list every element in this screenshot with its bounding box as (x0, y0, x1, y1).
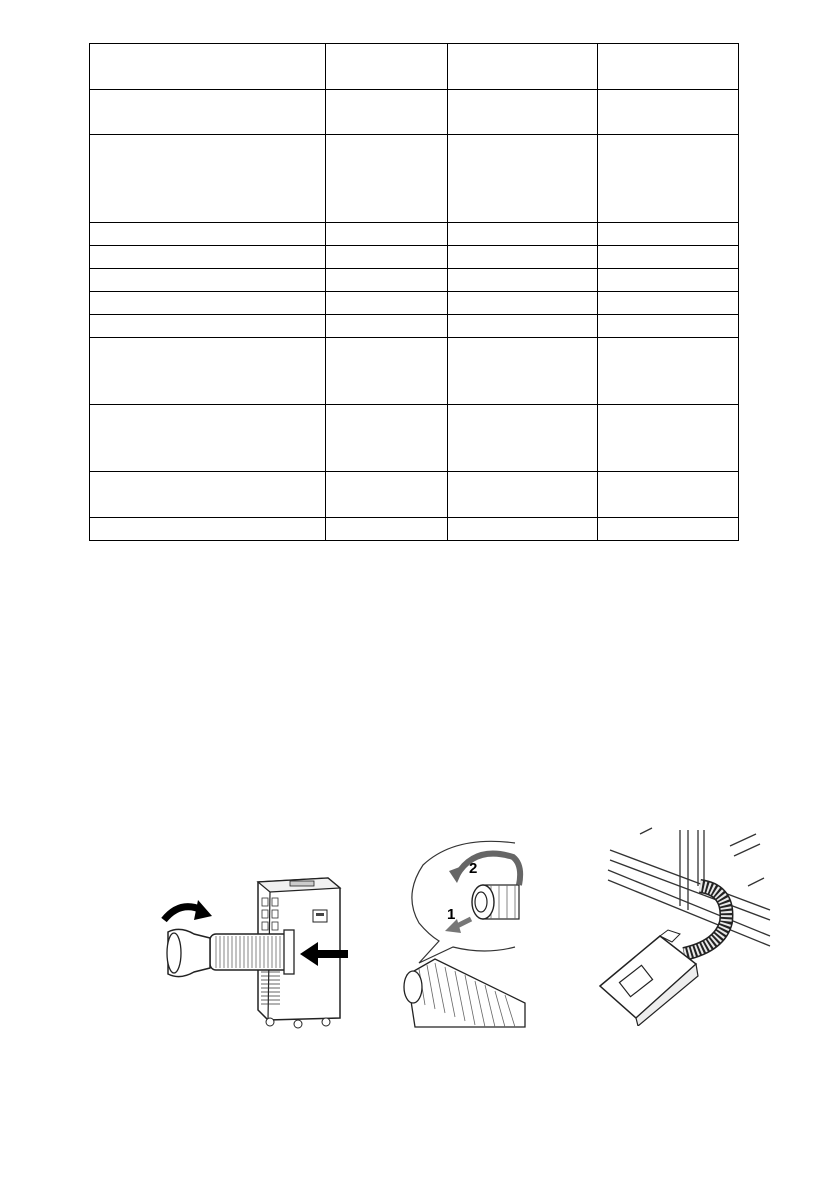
spec-table (89, 43, 739, 541)
table-cell (326, 405, 448, 472)
table-cell (448, 223, 598, 246)
table-row (90, 338, 739, 405)
table-cell (598, 90, 739, 135)
table-cell (90, 269, 326, 292)
table-cell (90, 223, 326, 246)
air-conditioner-unit (600, 930, 698, 1026)
table-cell (90, 518, 326, 541)
table-row (90, 518, 739, 541)
table-cell (598, 292, 739, 315)
spec-table-body (90, 44, 739, 541)
table-row (90, 269, 739, 292)
table-cell (448, 269, 598, 292)
table-cell (598, 44, 739, 90)
figure-attach-hose (150, 868, 360, 1033)
table-row (90, 246, 739, 269)
table-row (90, 472, 739, 518)
table-cell (448, 292, 598, 315)
table-cell (598, 315, 739, 338)
table-cell (598, 338, 739, 405)
table-cell (90, 405, 326, 472)
table-cell (448, 44, 598, 90)
step-number-1: 1 (447, 906, 456, 923)
table-cell (598, 135, 739, 223)
table-cell (598, 269, 739, 292)
table-cell (326, 90, 448, 135)
table-cell (448, 472, 598, 518)
table-row (90, 315, 739, 338)
table-row (90, 405, 739, 472)
table-cell (448, 405, 598, 472)
table-cell (90, 90, 326, 135)
table-cell (448, 315, 598, 338)
table-cell (598, 223, 739, 246)
table-cell (448, 90, 598, 135)
table-cell (326, 223, 448, 246)
table-cell (598, 518, 739, 541)
hose-coupling (472, 885, 519, 919)
table-cell (90, 472, 326, 518)
window-adapter (167, 929, 210, 976)
figure-window-install (580, 826, 780, 1026)
table-cell (90, 135, 326, 223)
table-cell (326, 518, 448, 541)
figure-hose-end (395, 835, 530, 1030)
table-cell (90, 338, 326, 405)
table-cell (598, 246, 739, 269)
table-cell (90, 292, 326, 315)
table-cell (326, 246, 448, 269)
table-cell (90, 44, 326, 90)
table-cell (598, 472, 739, 518)
table-cell (326, 472, 448, 518)
table-row (90, 292, 739, 315)
table-row (90, 135, 739, 223)
table-cell (448, 246, 598, 269)
table-row (90, 44, 739, 90)
step-number-2: 2 (469, 860, 478, 877)
table-cell (448, 518, 598, 541)
table-cell (448, 135, 598, 223)
table-cell (326, 269, 448, 292)
table-row (90, 223, 739, 246)
table-cell (326, 338, 448, 405)
table-cell (90, 246, 326, 269)
exhaust-hose (210, 930, 294, 974)
table-cell (326, 292, 448, 315)
exhaust-hose-end (404, 959, 525, 1027)
table-cell (90, 315, 326, 338)
table-cell (598, 405, 739, 472)
table-cell (448, 338, 598, 405)
window-frame (608, 828, 770, 946)
table-cell (326, 44, 448, 90)
rotate-arrow-head (194, 900, 212, 920)
table-cell (326, 135, 448, 223)
table-cell (326, 315, 448, 338)
table-row (90, 90, 739, 135)
